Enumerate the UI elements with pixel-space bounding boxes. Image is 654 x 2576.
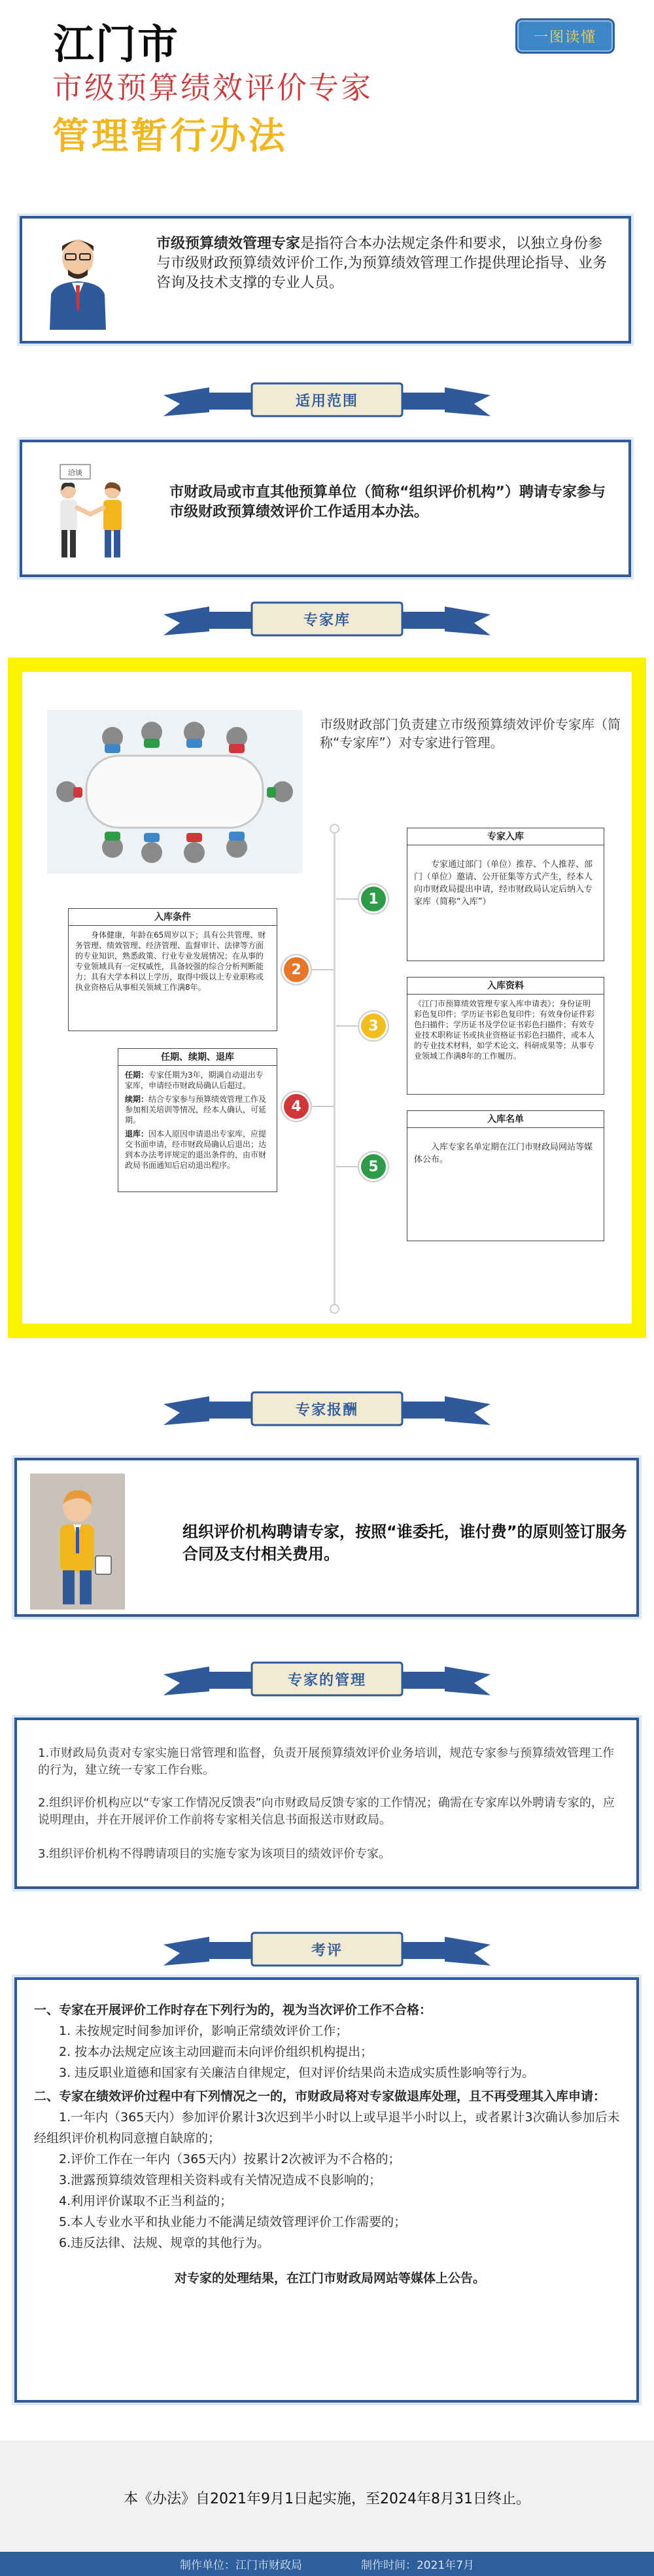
renew-label: 续期： [125,1095,149,1104]
box-term-body [118,1066,277,1174]
ribbon-review [164,1930,490,1968]
connector-4 [311,1106,334,1107]
review-card [14,1977,639,2403]
footer-validity-panel [0,2441,654,2552]
intro-term: 市级预算绩效管理专家 [156,236,301,252]
box-entry-materials [407,977,604,1095]
ribbon-scope-label: 适用范围 [295,393,358,410]
box-entry-conditions-title: 入库条件 [69,909,277,926]
meeting-table-illustration [47,710,302,873]
maker-text: 制作单位：江门市财政局 [179,2559,302,2572]
management-item-3: 3.组织评价机构不得聘请项目的实施专家为该项目的绩效评价专家。 [38,1847,391,1861]
term-line [125,1070,270,1091]
review-section-2-item-5: 5.本人专业水平和执业能力不能满足绩效管理评价工作需要的； [59,2215,407,2229]
timeline-dot-top [330,824,339,834]
connector-1 [336,898,359,900]
expert-library-frame [8,658,646,1338]
ribbon-scope [164,381,490,419]
box-entry-conditions [68,908,277,1031]
renew-text: 结合专家参与预算绩效管理工作及参加相关培训等情况，经本人确认，可延期。 [125,1095,267,1125]
step-5-circle: 5 [359,1152,388,1181]
review-section-1-item-2: 2. 按本办法规定应该主动回避而未向评价组织机构提出； [59,2045,373,2059]
connector-3 [336,1025,359,1027]
timeline-dot-bottom [330,1304,339,1314]
pay-card [14,1458,639,1617]
title-subtitle: 市级预算绩效评价专家 [52,70,373,105]
review-section-2-title: 二、专家在绩效评价过程中有下列情况之一的，市财政局将对专家做退库处理，且不再受理其入库申请： [34,2089,606,2104]
intro-text [156,234,614,293]
box-entry-list-title: 入库名单 [407,1111,604,1128]
title-main: 管理暂行办法 [52,115,288,158]
time-text: 制作时间：2021年7月 [360,2559,475,2572]
management-card [14,1718,639,1889]
ribbon-management-label: 专家的管理 [287,1672,366,1689]
review-section-2-item-4: 4.利用评价谋取不正当利益的； [59,2194,233,2208]
step-2-circle: 2 [282,955,311,984]
ribbon-library [164,600,490,638]
scope-card [20,440,631,577]
renew-line [125,1094,270,1125]
box-expert-entry-title: 专家入库 [407,828,604,845]
box-entry-materials-body: 《江门市预算绩效管理专家入库申请表》；身份证明彩色复印件；学历证书彩色复印件；有效身份证件彩色扫描件；学历证书及学位证书彩色扫描件；有效专业技术职称证书或执业资格证书彩色扫描件，或本人的专业技术材料，如学术论文、科研成果等；从事专业领域工作满8年的工作履历。 [414,999,595,1061]
review-section-2-item-1: 1.一年内（365天内）参加评价累计3次迟到半小时以上或早退半小时以上，或者累计3次确认参加后未经组织评价机构同意擅自缺席的； [34,2110,620,2145]
library-intro-text: 市级财政部门负责建立市级预算绩效评价专家库（简称“专家库”）对专家进行管理。 [320,716,621,750]
connector-2 [311,969,334,970]
timeline-line [334,827,336,1313]
credits-bar [0,2552,654,2576]
review-content [34,2000,626,2289]
ribbon-library-label: 专家库 [303,612,351,629]
negotiation-sign-label: 洽谈 [68,468,82,477]
review-section-2-item-2: 2.评价工作在一年内（365天内）按累计2次被评为不合格的； [59,2152,401,2166]
exit-line [125,1129,270,1171]
management-item-1: 1.市财政局负责对专家实施日常管理和监督，负责开展预算绩效评价业务培训，规范专家参与预算绩效管理工作的行为，建立统一专家工作台账。 [38,1746,615,1777]
handshake-illustration [42,462,140,560]
ribbon-pay [164,1390,490,1428]
box-entry-conditions-body: 身体健康，年龄在65周岁以下；具有公共管理、财务管理、绩效管理、经济管理、监督审计、法律等方面的专业知识，熟悉政策、行业专业发展情况；在从事的专业领域具有一定权威性，具备较强的综合分析判断能力；具有大学本科以上学历，取得中级以上专业职称或执业资格后从事相关领域工作满8年。 [75,930,266,992]
step-3-circle: 3 [359,1012,388,1040]
ribbon-management [164,1660,490,1698]
scope-text: 市财政局或市直其他预算单位（简称“组织评价机构”）聘请专家参与市级财政预算绩效评价工作适用本办法。 [169,484,606,520]
step-4-circle: 4 [282,1092,311,1121]
review-section-1-item-1: 1. 未按规定时间参加评价，影响正常绩效评价工作； [59,2024,349,2038]
term-text: 专家任期为3年，期满自动退出专家库，申请经市财政局确认后超过。 [125,1070,264,1090]
box-entry-list-body: 入库专家名单定期在江门市财政局网站等媒体公布。 [414,1142,593,1165]
expert-avatar-illustration [42,232,114,330]
ribbon-review-label: 考评 [311,1942,343,1959]
review-closing: 对专家的处理结果，在江门市财政局网站等媒体上公告。 [174,2271,485,2285]
pay-text: 组织评价机构聘请专家，按照“谁委托，谁付费”的原则签订服务合同及支付相关费用。 [182,1523,627,1563]
title-city: 江门市 [54,20,180,68]
review-section-1-title: 一、专家在开展评价工作时存在下列行为的，视为当次评价工作不合格： [34,2003,432,2017]
box-term-title: 任期、续期、退库 [118,1049,277,1066]
review-section-1-item-3: 3. 违反职业道德和国家有关廉洁自律规定，但对评价结果尚未造成实质性影响等行为。 [59,2066,535,2080]
management-item-2: 2.组织评价机构应以“专家工作情况反馈表”向市财政局反馈专家的工作情况；确需在专家库以外聘请专家的，应说明理由，并在开展评价工作前将专家相关信息书面报送市财政局。 [38,1796,615,1827]
worker-illustration [30,1473,125,1610]
review-section-2-item-3: 3.泄露预算绩效管理相关资料或有关情况造成不良影响的； [59,2173,382,2187]
box-expert-entry [407,828,604,961]
box-entry-materials-title: 入库资料 [407,978,604,995]
connector-5 [336,1166,359,1167]
step-1-circle: 1 [359,885,388,913]
ribbon-pay-label: 专家报酬 [295,1402,358,1419]
box-expert-entry-body: 专家通过部门（单位）推荐、个人推荐、部门（单位）邀请、公开征集等方式产生，经本人向市财政局提出申请，经市财政局认定后纳入专家库（简称“入库”） [414,860,593,907]
intro-definition: 是指符合本办法规定条件和要求，以独立身份参与市级财政预算绩效评价工作,为预算绩效管理工作提供理论指导、业务咨询及技术支撑的专业人员。 [156,236,607,291]
exit-text: 因本人原因申请退出专家库，应提交书面申请，经市财政局确认后退出；达到本办法考评规定的退出条件的，由市财政局书面通知后启动退出程序。 [125,1129,267,1170]
box-term-renew-exit [118,1048,277,1192]
box-entry-list [407,1110,604,1241]
read-at-a-glance-badge[interactable]: 一图读懂 [515,18,615,54]
validity-text: 本《办法》自2021年9月1日起实施，至2024年8月31日终止。 [124,2491,530,2507]
intro-card [20,216,631,344]
term-label: 任期： [125,1070,149,1080]
review-section-2-item-6: 6.违反法律、法规、规章的其他行为。 [59,2236,270,2250]
exit-label: 退库： [125,1129,149,1138]
